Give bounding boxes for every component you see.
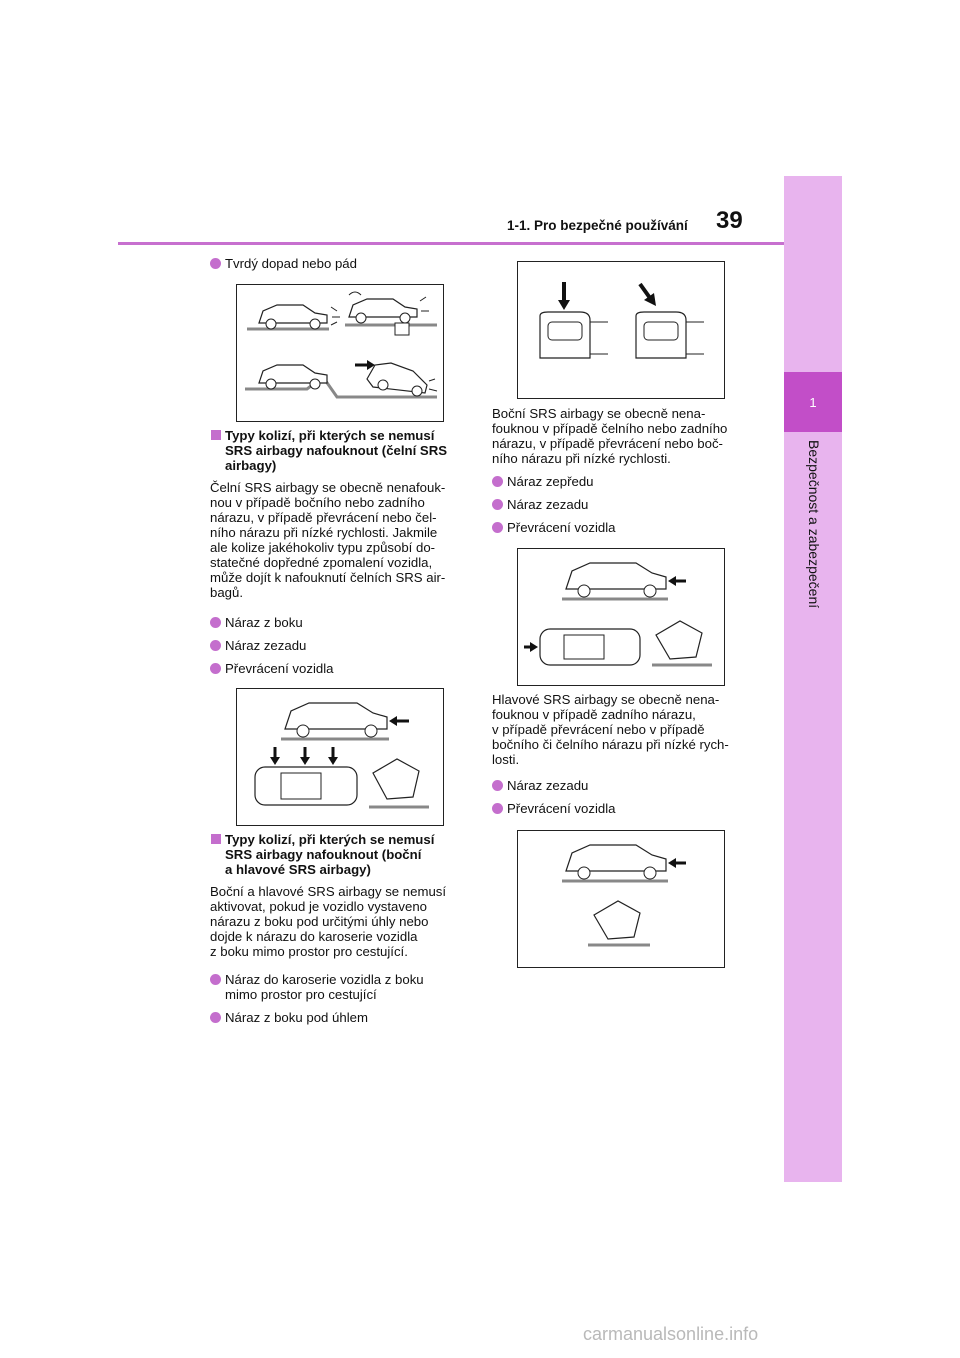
- bullet-icon: [492, 499, 503, 510]
- figure-side-exceptions: [517, 261, 725, 399]
- bullet-list-curtain-airbags: Náraz zezadu Převrácení vozidla: [492, 778, 752, 816]
- bullet-icon: [210, 640, 221, 651]
- bullet-hard-impact: Tvrdý dopad nebo pád: [210, 256, 470, 271]
- bullet-list-front: Náraz z boku Náraz zezadu Převrácení vozidla: [210, 615, 470, 676]
- bullet-icon: [210, 663, 221, 674]
- figure-hard-impact: [236, 284, 444, 422]
- heading-side-airbags: Typy kolizí, při kterých se nemusí SRS airbagy nafouknout (boční a hlavové SRS airbagy): [210, 832, 470, 877]
- bullet-icon: [492, 476, 503, 487]
- page-number: 39: [716, 207, 743, 234]
- heading-marker-icon: [211, 430, 221, 440]
- bullet-icon: [492, 522, 503, 533]
- paragraph-curtain-airbag-exceptions: Hlavové SRS airbagy se obecně nena- fouknou v případě zadního nárazu, v případě převrácení nebo v případě bočního či čelního nárazu při nízké rych- losti.: [492, 692, 729, 767]
- chapter-title: Bezpečnost a zabezpečení: [806, 440, 822, 609]
- paragraph-side-airbag-exceptions: Boční SRS airbagy se obecně nena- fouknou v případě čelního nebo zadního nárazu, v případě převrácení nebo boč- ního nárazu při nízké rychlosti.: [492, 406, 728, 466]
- bullet-icon: [492, 803, 503, 814]
- section-title: 1-1. Pro bezpečné používání: [507, 218, 688, 233]
- chapter-number-tab[interactable]: [784, 372, 842, 432]
- heading-marker-icon: [211, 834, 221, 844]
- chapter-number: 1: [809, 394, 817, 410]
- bullet-icon: [210, 974, 221, 985]
- paragraph-front-airbags: Čelní SRS airbagy se obecně nenafouk- nou v případě bočního nebo zadního nárazu, v případě převrácení nebo čel- ního nárazu při nízké rychlosti. Jakmile ale kolize jakéhokoliv typu způsobí do- statečné dopředné zpomalení vozidla, může dojít k nafouknutí čelních SRS air- bagů.: [210, 480, 446, 600]
- figure-front-exceptions: [236, 688, 444, 826]
- bullet-list-side-airbags: Náraz zepředu Náraz zezadu Převrácení vozidla: [492, 474, 752, 535]
- heading-front-airbags: Typy kolizí, při kterých se nemusí SRS airbagy nafouknout (čelní SRS airbagy): [210, 428, 470, 473]
- bullet-icon: [210, 1012, 221, 1023]
- bullet-list-side: Náraz do karoserie vozidla z boku mimo prostor pro cestující Náraz z boku pod úhlem: [210, 972, 470, 1025]
- figure-curtain-airbag-cases: [517, 830, 725, 968]
- bullet-icon: [210, 258, 221, 269]
- bullet-icon: [492, 780, 503, 791]
- paragraph-side-airbags: Boční a hlavové SRS airbagy se nemusí aktivovat, pokud je vozidlo vystaveno nárazu z boku pod určitými úhly nebo dojde k nárazu do karoserie vozidla z boku mimo prostor pro cestující.: [210, 884, 447, 959]
- figure-side-airbag-cases: [517, 548, 725, 686]
- bullet-icon: [210, 617, 221, 628]
- watermark: carmanualsonline.info: [583, 1324, 759, 1344]
- header-rule: [118, 242, 784, 245]
